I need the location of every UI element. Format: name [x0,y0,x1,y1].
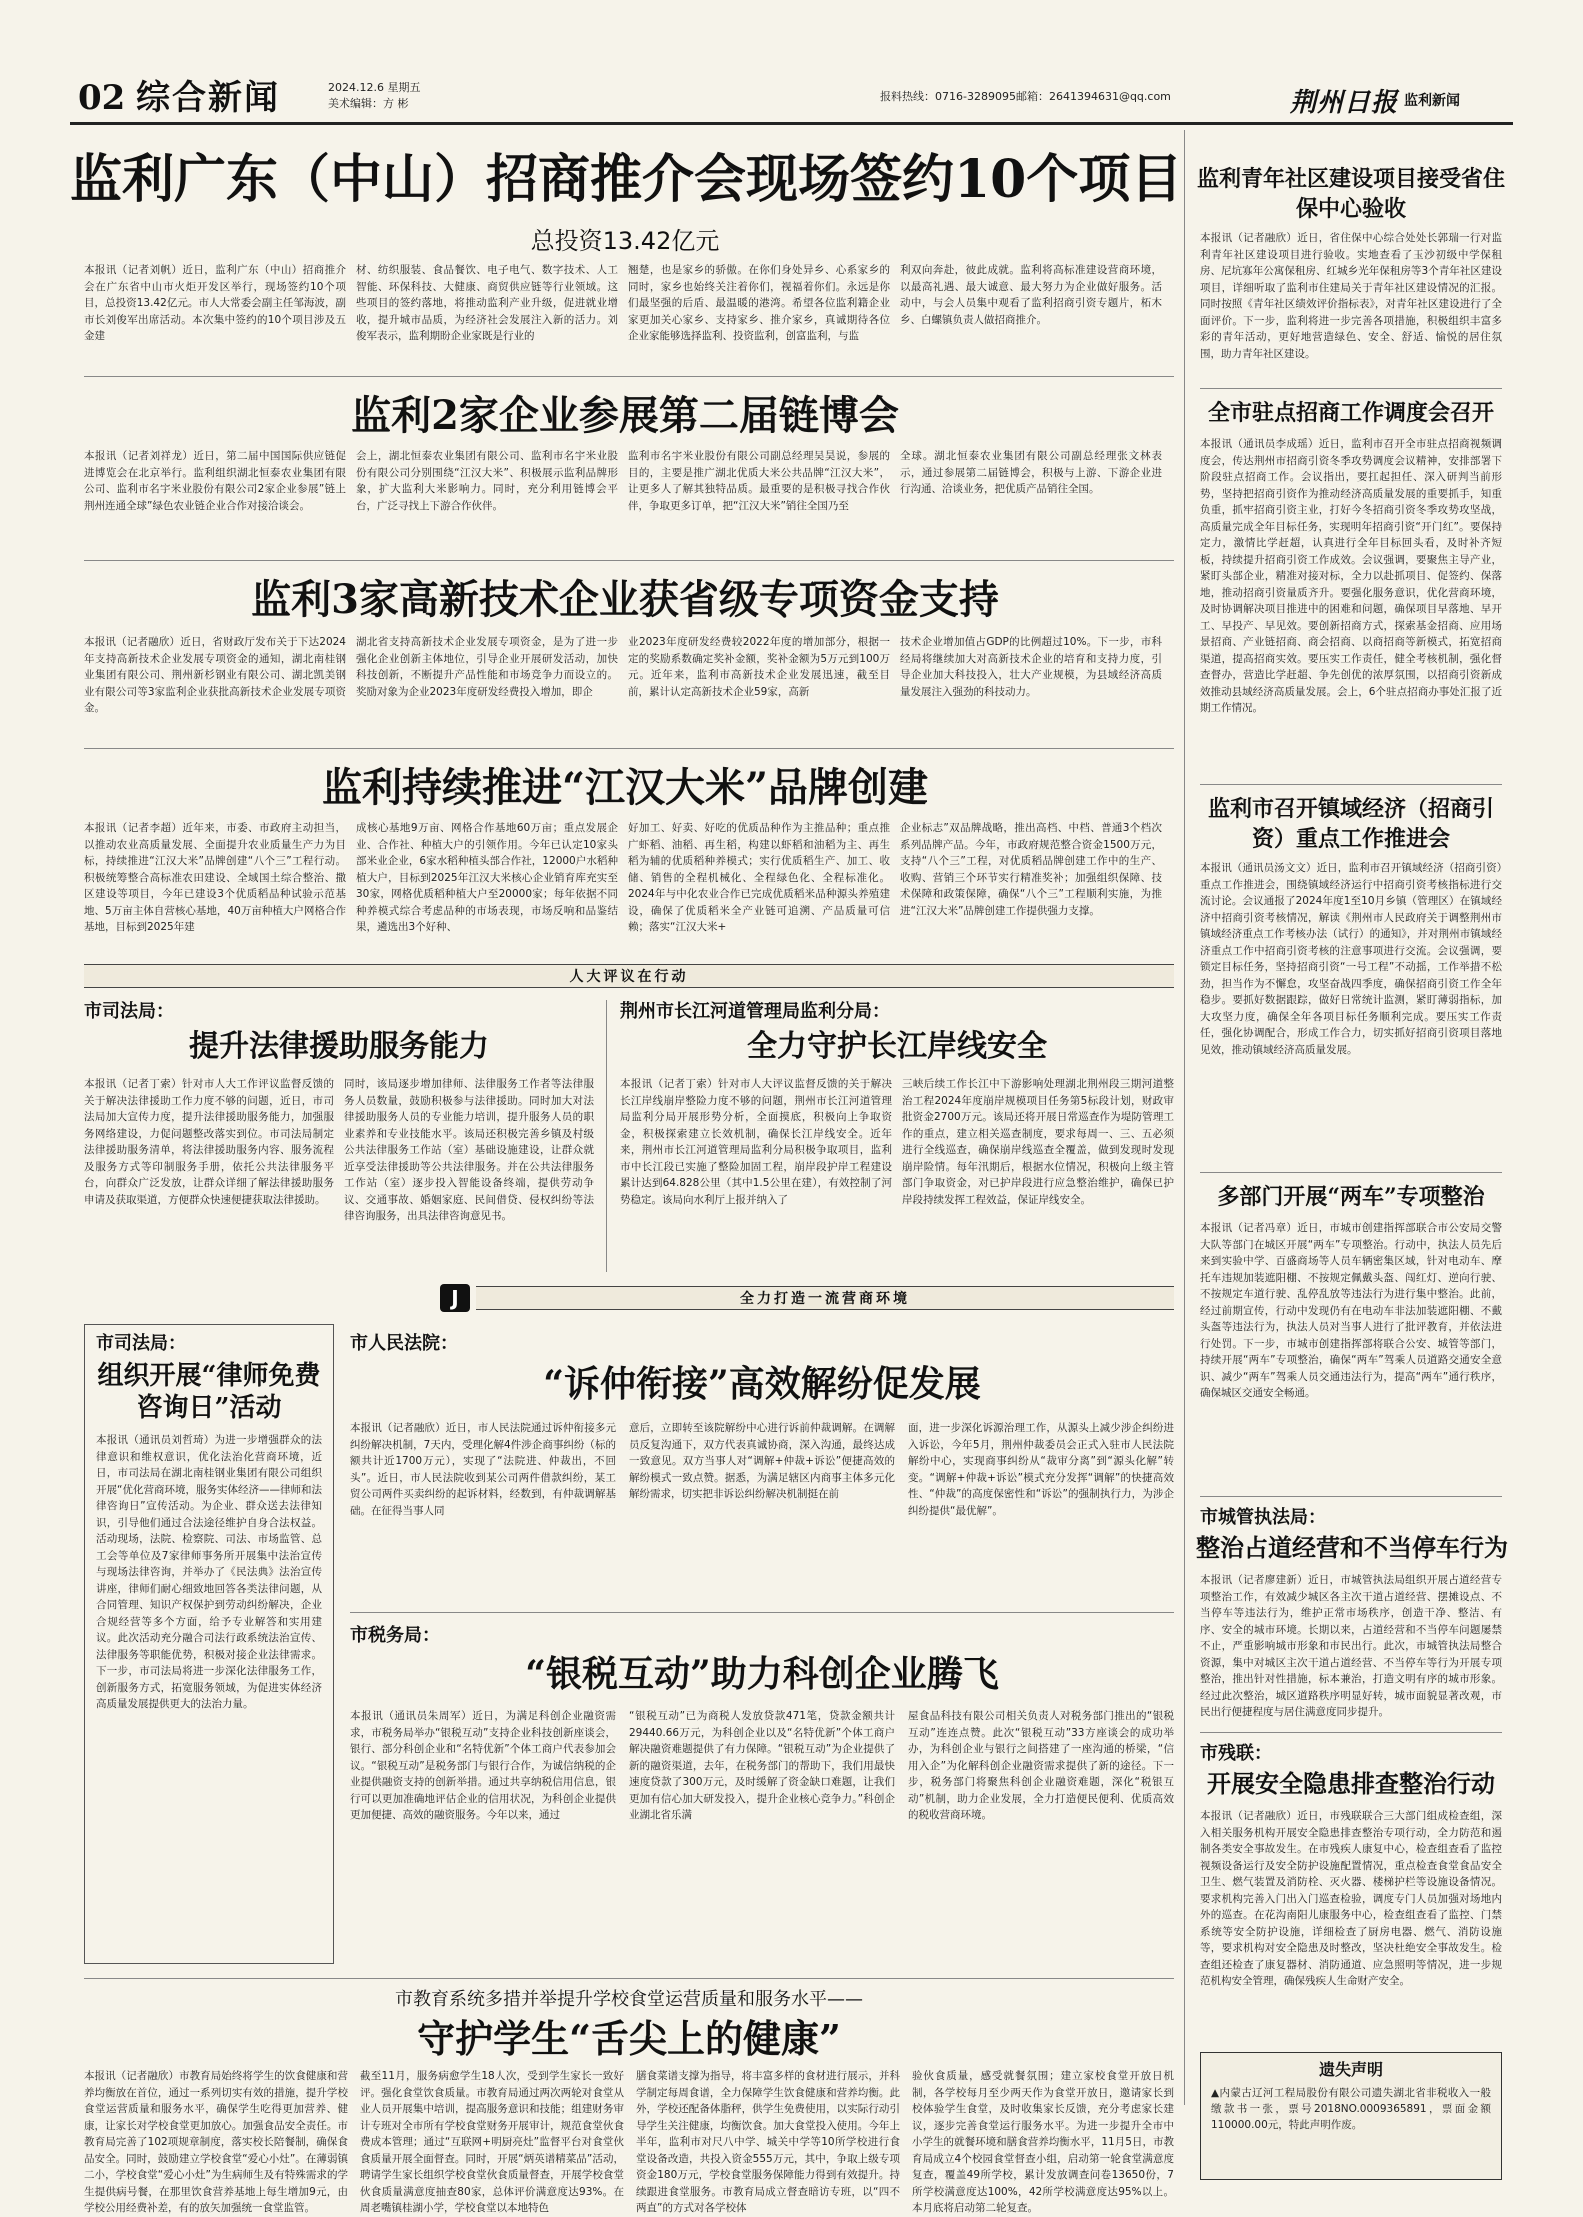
dept-label-tax-bureau: 市税务局： [350,1625,440,1646]
headline-school-canteen: 守护学生“舌尖上的健康” [417,2016,841,2061]
separator [84,1978,1174,1979]
article-legal-aid-col-2: 同时，该局逐步增加律师、法律服务工作者等法律服务人员数量，鼓励积极参与法律援助。同时加大对法律援助服务人员的专业能力培训，提升服务人员的职业素养和专业技能水平。该局还积极完善乡镇及村级公共法律服务工作站（室）基础设施建设，让群众就近享受法律援助等公共法律服务。并在公共法律服务工作站（室）逐步投入智能设备终端，提供劳动争议、交通事故、婚姻家庭、民间借贷、侵权纠纷等法律咨询服务，出具法律咨询意见书。 [344,1078,594,1222]
article-zhongshan-col-4: 利双向奔赴，彼此成就。监利将高标准建设营商环境，以最高礼遇、最大诚意、最大努力为企业做好服务。活动中，与会人员集中观看了监利招商引资专题片，柘木乡、白螺镇负责人做招商推介。 [900,264,1162,326]
dept-label-urban-management: 市城管执法局： [1200,1507,1326,1528]
article-court-col-1: 本报讯（记者融欣）近日，市人民法院通过诉仲衔接多元纠纷解决机制，7天内，受理化解4件涉企商事纠纷（标的额共计近1700万元），实现了“法院进、仲裁出，不回头”。近日，市人民法院收到某公司两件借款纠纷，某工贸公司两件买卖纠纷的起诉材料，经数到，有仲裁调解基础。在征得当事人同 [350,1422,616,1517]
headline-legal-aid: 提升法律援助服务能力 [189,1029,489,1064]
article-lawyer-day-body: 本报讯（通讯员刘哲琦）为进一步增强群众的法律意识和维权意识，优化法治化营商环境，近日，市司法局在湖北南桂钢业集团有限公司组织开展“优化营商环境，服务实体经济——律师和法律咨询日”宣传活动。为企业、群众送去法律知识，引导他们通过合法途径维护自身合法权益。活动现场，法院、检察院、司法、市场监管、总工会等单位及7家律师事务所开展集中法治宣传与现场法律咨询，并举办了《民法典》法治宣传讲座，律师们耐心细致地回答各类法律问题，从合同管理、知识产权保护到劳动纠纷解决，企业合规经营等多个方面，给予专业解答和实用建议。此次活动充分融合司法行政系统法治宣传、法律服务等职能优势，积极对接企业法律需求。下一步，市司法局将进一步深化法律服务工作，创新服务方式，拓宽服务领域，为促进实体经济高质量发展提供更大的法治力量。 [96,1434,322,1710]
newspaper-logo: 荆州日报 [1290,88,1399,118]
headline-township-economy: 监利市召开镇域经济（招商引资）重点工作推进会 [1207,796,1494,852]
separator [1200,388,1502,389]
separator [606,1000,607,1272]
article-expo-col-1: 本报讯（记者刘祥龙）近日，第二届中国国际供应链促进博览会在北京举行。监利组织湖北恒泰农业集团有限公司、监利市名宇米业股份有限公司2家企业参展”链上荆州连通全球”绿色农业链企业合作对接洽谈会。 [84,450,346,512]
page-number: 02 [78,78,126,118]
article-yangtze-col-2: 三峡后续工作长江中下游影响处理湖北荆州段三期河道整治工程2024年度崩岸规模项目任务第5标段计划，财政审批资金2700万元。该局还将开展日常巡查作为堤防管理工作的重点，建立相关巡查制度，要求每周一、三、五必须进行全线巡查，确保崩岸线巡查全覆盖，做到发现时发现崩岸险情。每年汛期后，根据水位情况，积极向上级主管部门争取资金，对已护岸段进行应急整治维护，确保已护岸段持续发挥工程效益，保证岸线安全。 [902,1078,1174,1206]
kicker-school-canteen: 市教育系统多措并举提升学校食堂运营质量和服务水平—— [395,1989,863,2010]
headline-litigation-arbitration: “诉仲衔接”高效解纷促发展 [543,1363,981,1405]
separator [1200,1732,1502,1733]
article-legal-aid-col-1: 本报讯（记者丁索）针对市人大工作评议监督反馈的关于解决法律援助工作力度不够的问题，近日，市司法局加大宣传力度，提升法律援助服务能力，加强服务网络建设，力促问题整改落实到位。市司法局制定法律援助服务清单，将法律援助服务内容、服务流程及服务方式等印制服务手册，依托公共法律服务平台，向群众广泛发放，让群众详细了解法律援助服务申请及获取渠道，方便群众快速便捷获取法律援助。 [84,1078,334,1206]
headline-yangtze-bank: 全力守护长江岸线安全 [747,1029,1047,1064]
dept-label-disabled-federation: 市残联： [1200,1743,1272,1764]
column-name: 监利新闻 [1404,93,1460,109]
article-canteen-col-2: 截至11月，服务病愈学生18人次，受到学生家长一致好评。强化食堂饮食质量。市教育局通过两次两轮对食堂从业人员开展集中培训，提高服务意识和技能；组建财务审计专班对全市所有学校食堂财务开展审计，规范食堂伙食费成本管理；通过“互联网+明厨亮灶”监督平台对食堂伙食质量开展全面督查。同时，开展“炳英谱精菜品”活动，聘请学生家长组织学校食堂伙食质量督查，开展学校食堂伙食质量满意度抽查80家，总体评价满意度达93%。在周老嘴镇桂湖小学，学校食堂以本地特色 [360,2070,624,2214]
article-rice-col-4: 企业标志”双品牌战略，推出高档、中档、普通3个档次系列品牌产品。今年，市政府规范整合资金1500万元，支持“八个三”工程，对优质稻品牌创建工作中的生产、收购、营销三个环节实行精准奖补；加强组织保障、技术保障和政策保障，确保“八个三”工程顺利实施，为推进“江汉大米”品牌创建工作提供强力支撑。 [900,822,1162,917]
separator [1200,1496,1502,1497]
article-expo-col-3: 监利市名宇米业股份有限公司副总经理吴昊说，参展的目的，主要是推广湖北优质大米公共品牌“江汉大米”，让更多人了解其独特品质。最重要的是积极寻找合作伙伴，争取更多订单，把“江汉大米”销往全国乃至 [628,450,890,512]
headline-safety-inspection: 开展安全隐患排查整治行动 [1207,1769,1495,1798]
article-street-vending: 本报讯（记者廖建新）近日，市城管执法局组织开展占道经营专项整治工作，有效减少城区各主次干道占道经营、摆摊设点、不当停车等违法行为，维护正常市场秩序，创造干净、整洁、有序、安全的城市环境。长期以来，占道经营和不当停车问题屡禁不止，严重影响城市形象和市民出行。此次，市城管执法局整合资源，集中对城区主次干道占道经营、不当停车等行为开展专项整治，推出针对性措施，标本兼治，打造文明有序的城市形象。经过此次整治，城区道路秩序明显好转，城市面貌显著改观，市民出行便捷程度与居住满意度同步提升。 [1200,1574,1502,1718]
article-zhongshan-col-1: 本报讯（记者刘帆）近日，监利广东（中山）招商推介会在广东省中山市火炬开发区举行，现场签约10个项目，总投资13.42亿元。市人大常委会副主任邹海波，副市长刘俊军出席活动。本次集中签约的10个项目涉及五金建 [84,264,346,342]
separator [350,1612,1174,1613]
article-expo-col-2: 会上，湖北恒泰农业集团有限公司、监利市名宇米业股份有限公司分别围绕“江汉大米”、积极展示监利品牌形象，扩大监利大米影响力。同时，充分利用链博会平台，广泛寻找上下游合作伙伴。 [356,450,618,512]
article-court-col-3: 面，进一步深化诉源治理工作，从源头上减少涉企纠纷进入诉讼，今年5月，荆州仲裁委员会正式入驻市人民法院解纷中心，实现商事纠纷从“裁审分离”到“源头化解”转变。“调解+仲裁+诉讼”模式充分发挥“调解”的快捷高效性、“仲裁”的高度保密性和“诉讼”的强制执行力，为涉企纠纷提供“最优解”。 [908,1422,1174,1517]
article-canteen-col-1: 本报讯（记者融欣）市教育局始终将学生的饮食健康和营养均衡放在首位，通过一系列切实有效的措施，提升学校食堂运营质量和服务水平，确保学生吃得更加营养、健康，让家长对学校食堂更加放心。加强食品安全责任。市教育局完善了102项规章制度，落实校长陪餐制，确保食品安全。同时，鼓励建立学校食堂“爱心小灶”。在薄弱镇二小，学校食堂“爱心小灶”为生病师生及有特殊需求的学生提供病号餐，在那里饮食营养基地上每生增加9元，由学校公用经费补差，有的放矢加强统一食堂监管。 [84,2070,348,2214]
lost-notice-text: ▲内蒙古辽河工程局股份有限公司遗失湖北省非税收入一般缴款书一张，票号2018NO.0009365891，票面金额110000.00元，特此声明作废。 [1211,2087,1491,2131]
article-investment-dispatch: 本报讯（通讯员李成瑶）近日，监利市召开全市驻点招商视频调度会，传达荆州市招商引资冬季攻势调度会议精神，安排部署下阶段驻点招商工作。会议指出，要扛起担任、深入研判当前形势，坚持把招商引资作为推动经济高质量发展的重要抓手，知重负重，抓牢招商引资主业，打好今冬招商引资冬季攻势攻坚战，高质量完成全年目标任务，实现明年招商引资“开门红”。要保持定力，激情比学赶超，认真进行全年目标回头看，及时补齐短板，持续提升招商引资工作成效。会议强调，要聚焦主导产业，紧盯头部企业，精准对接对标，全力以赴抓项目、促签约、保落地，推动招商引资量质齐升。要强化服务意识，优化营商环境，及时协调解决项目推进中的困难和问题，确保项目早落地、早开工、早投产、早见效。要创新招商方式，探索基金招商、应用场景招商、产业链招商、商会招商、以商招商等新模式，拓宽招商渠道，提高招商实效。要压实工作责任，健全考核机制，强化督查督办，营造比学赶超、争先创优的浓厚氛围，以招商引资新成效推动县域经济高质量发展。会上，6个驻点招商办事处汇报了近期工作情况。 [1200,438,1502,714]
hotline-info: 报料热线：0716-3289095邮箱：2641394631@qq.com [880,90,1171,103]
section-banner-npc-review: 人大评议在行动 [84,964,1174,988]
headline-street-vending: 整治占道经营和不当停车行为 [1196,1533,1508,1562]
article-township-economy: 本报讯（通讯员汤文文）近日，监利市召开镇域经济（招商引资）重点工作推进会，围绕镇域经济运行中招商引资考核指标进行交流讨论。会议通报了2024年度1至10月乡镇（管理区）在镇域经济中招商引资考核情况，解读《荆州市人民政府关于调整荆州市镇域经济重点工作考核办法（试行）的通知》，并对荆州市镇域经济重点工作中招商引资考核的注意事项进行交流。会议强调，要锁定目标任务，坚持招商引资“一号工程”不动摇，工作举措不松劲，担当作为不懈怠，攻坚奋战四季度，确保招商引资工作全年稳步。要抓好数据跟踪，做好日常统计监测，紧盯薄弱指标，加大攻坚力度，确保全年各项目标任务顺利完成。要压实工作责任，强化协调配合，形成工作合力，切实抓好招商引资项目落地见效，推动镇域经济高质量发展。 [1200,862,1502,1056]
lost-notice-box [1200,2052,1502,2180]
dept-label-justice-bureau: 市司法局： [84,1001,174,1022]
article-youth-community: 本报讯（记者融欣）近日，省住保中心综合处处长郭瑞一行对监利青年社区建设项目进行验收。实地查看了玉沙初级中学保租房、尼坑寡年公寓保租房、红城乡光年保租房等3个青年社区建设项目，详细听取了监利市住建局关于青年社区建设情况的汇报。同时按照《青年社区绩效评价指标表》，对青年社区建设进行了全面评价。下一步，监利将进一步完善各项措施，积极组织丰富多彩的青年活动，更好地营造绿色、安全、舒适、愉悦的居住氛围，助力青年社区建设。 [1200,232,1502,360]
headline-youth-community: 监利青年社区建设项目接受省住保中心验收 [1196,166,1505,222]
article-tax-col-3: 屋食品科技有限公司相关负责人对税务部门推出的“银税互动”连连点赞。此次“银税互动”33方座谈会的成功举办，为科创企业与银行之间搭建了一座沟通的桥梁，“信用入企”为化解科创企业融资需求提供了新的途径。下一步，税务部门将聚焦科创企业融资难题，深化“税银互动”机制，助力企业发展，全力打造便民便利、优质高效的税收营商环境。 [908,1710,1174,1821]
column-divider [1184,130,1185,2105]
art-editor: 美术编辑：方 彬 [328,97,409,110]
article-rice-col-3: 好加工、好卖、好吃的优质品种作为主推品种；重点推广虾稻、油稻、再生稻，构建以虾稻和油稻为主、再生稻为辅的优质稻种养模式；实行优质稻生产、加工、收储、销售的全程机械化、全程绿色化、全程标准化。2024年与中化农业合作已完成优质稻米品种源头养殖建设，确保了优质稻米全产业链可追溯、产品质量可信赖；落实“江汉大米+ [628,822,890,933]
separator [1200,784,1502,785]
headline-two-vehicles: 多部门开展“两车”专项整治 [1217,1184,1485,1210]
separator [84,748,1174,749]
header-rule [70,122,1513,125]
article-yangtze-col-1: 本报讯（记者丁索）针对市人大评议监督反馈的关于解决长江岸线崩岸整险力度不够的问题，荆州市长江河道管理局监利分局开展形势分析，全面摸底，积极向上争取资金，积极探索建立长效机制，确保长江岸线安全。近年来，荆州市长江河道管理局监利分局积极争取项目，监利市中长江段已实施了整险加固工程，崩岸段护岸工程建设累计达到64.828公里（其中1.5公里在建），有效控制了河势稳定。该局向水利厅上报并纳入了 [620,1078,892,1206]
article-rice-col-1: 本报讯（记者李超）近年来，市委、市政府主动担当，以推动农业高质量发展、全面提升农业质量生产力为目标，持续推进“江汉大米”品牌创建“八个三”工程行动。积极统筹整合高标准农田建设、全域国土综合整治、撒区建设等项目，今年已建设3个优质稻品种试验示范基地、5万亩主体自营核心基地，40万亩种植大户网格合作基地，目标到2025年建 [84,822,346,933]
section-banner-business-env: 全力打造一流营商环境 [476,1286,1174,1310]
article-canteen-col-3: 膳食菜谱支撑为指导，将丰富多样的食材进行展示，并科学制定每周食谱，全力保障学生饮食健康和营养均衡。此外，学校还配备体脂秤，供学生免费使用，以实际行动引导学生关注健康，均衡饮食。加大食堂投入使用。今年上半年，监利市对尺八中学、城关中学等10所学校进行食堂设备改造，共投入资金555万元，其中，争取上级专项资金180万元，学校食堂服务保障能力得到有效提升。持续跟进食堂服务。市教育局成立督查暗访专班，以“四不两直”的方式对各学校体 [636,2070,900,2214]
dept-label-river-bureau: 荆州市长江河道管理局监利分局： [620,1001,890,1022]
article-hightech-col-3: 业2023年度研发经费较2022年度的增加部分，根据一定的奖励系数确定奖补金额，奖补金额为5万元到100万元。近年来，监利市高新技术企业发展迅速，截至目前，累计认定高新技术企业59家，高新 [628,636,890,698]
paper-j-logo: J [440,1284,470,1312]
article-hightech-col-2: 湖北省支持高新技术企业发展专项资金，是为了进一步强化企业创新主体地位，引导企业开展研发活动，加快科技创新，不断提升产品性能和市场竞争力而设立的。奖励对象为企业2023年度研发经费投入增加，即企 [356,636,618,698]
dept-label-justice-bureau-2: 市司法局： [96,1333,186,1354]
article-court-col-2: 意后，立即转至该院解纷中心进行诉前仲裁调解。在调解员反复沟通下，双方代表真诚协商，深入沟通，最终达成一致意见。双方当事人对“调解+仲裁+诉讼”便捷高效的解纷模式一致点赞。据悉，为满足辖区内商事主体多元化解纷需求，切实把非诉讼纠纷解决机制挺在前 [629,1422,895,1500]
article-hightech-col-1: 本报讯（记者融欣）近日，省财政厅发布关于下达2024年支持高新技术企业发展专项资金的通知，湖北南桂钢业集团有限公司、荆州新杉钢业有限公司、湖北凯美钢业有限公司等3家监利企业获批高新技术企业发展专项资金。 [84,636,346,714]
article-hightech-col-4: 技术企业增加值占GDP的比例超过10%。下一步，市科经局将继续加大对高新技术企业的培育和支持力度，引导企业加大科技投入，壮大产业规模，为县域经济高质量发展注入强劲的科技动力。 [900,636,1162,698]
headline-lawyer-day: 组织开展“律师免费咨询日”活动 [97,1361,321,1423]
article-tax-col-2: “银税互动”已为商税人发放贷款471笔，贷款金额共计29440.66万元，为科创企业以及“名特优新”个体工商户解决融资难题提供了有力保障。“银税互动”为企业提供了新的融资渠道，去年，在税务部门的帮助下，我们用最快速度贷款了300万元，及时缓解了资金缺口难题，让我们更加有信心加大研发投入，提升企业核心竞争力。”科创企业湖北省乐满 [629,1710,895,1821]
article-zhongshan-col-2: 材、纺织服装、食品餐饮、电子电气、数字技术、人工智能、环保科技、大健康、商贸供应链等行业领域。这些项目的签约落地，将推动监利产业升级，促进就业增收，提升城市品质，为经济社会发展注入新的活力。刘俊军表示，监利期盼企业家既是行业的 [356,264,618,342]
article-two-vehicles: 本报讯（记者冯章）近日，市城市创建指挥部联合市公安局交警大队等部门在城区开展“两车”专项整治。行动中，执法人员先后来到实验中学、百盛商场等人员车辆密集区域，针对电动车、摩托车违规加装遮阳棚、不按规定佩戴头盔、闯红灯、逆向行驶、不按规定车道行驶、乱停乱放等违法行为进行集中整治。此前，经过前期宣传，行动中发现仍有在电动车非法加装遮阳棚、不戴头盔等违法行为，执法人员对当事人进行了批评教育，并依法进行处罚。下一步，市城市创建指挥部将联合公安、城管等部门，持续开展“两车”专项整治，确保“两车”驾乘人员道路交通安全意识、减少“两车”驾乘人员交通违法行为，提高“两车”通行秩序，确保城区交通安全畅通。 [1200,1222,1502,1399]
article-canteen-col-4: 验伙食质量，感受就餐氛围；建立家校食堂开放日机制，各学校每月至少两天作为食堂开放日，邀请家长到校体验学生食堂，及时收集家长反馈，充分考虑家长建议，逐步完善食堂运行服务水平。为进一步提升全市中小学生的就餐环境和膳食营养均衡水平，11月5日，市教育局成立4个校园食堂督查小组，启动第一轮食堂满意度复查，覆盖49所学校，累计发放调查问卷13650份，7所学校满意度达100%，42所学校满意度达95%以上。本月底将启动第二轮复查。 [912,2070,1174,2214]
article-rice-col-2: 成核心基地9万亩、网格合作基地60万亩；重点发展企业、合作社、种植大户的引领作用。今年已认定10家头部米业企业，6家水稻种植头部合作社，12000户水稻种植大户，目标到2025年江汉大米核心企业销育库充实至30家，网格优质稻种植大户至20000家；每年依据不同种养模式综合考虑品种的市场表现，市场反响和品鉴结果，遴选出3个好种、 [356,822,618,933]
headline-zhongshan-signing: 监利广东（中山）招商推介会现场签约10个项目 [70,149,1183,210]
lost-notice-title: 遗失声明 [1318,2060,1383,2079]
headline-high-tech-funding: 监利3家高新技术企业获省级专项资金支持 [251,576,999,623]
headline-bank-tax-interaction: “银税互动”助力科创企业腾飞 [525,1653,999,1695]
subheadline-investment: 总投资13.42亿元 [530,227,720,255]
dept-label-court: 市人民法院： [350,1333,458,1354]
section-title: 综合新闻 [136,78,280,118]
article-zhongshan-col-3: 翘楚，也是家乡的骄傲。在你们身处异乡、心系家乡的同时，家乡也始终关注着你们，视福着你们。永远是你们最坚强的后盾、最温暖的港湾。希望各位监利籍企业家更加关心家乡、支持家乡、推介家乡，真诚期待各位企业家能够选择监利、投资监利，创富监利，与监 [628,264,890,342]
headline-investment-dispatch: 全市驻点招商工作调度会召开 [1207,400,1494,426]
issue-date: 2024.12.6 星期五 [328,81,421,94]
headline-jianghan-rice: 监利持续推进“江汉大米”品牌创建 [321,764,928,811]
article-expo-col-4: 全球。湖北恒泰农业集团有限公司副总经理张文林表示，通过参展第二届链博会，积极与上游、下游企业进行沟通、洽谈业务，把优质产品销往全国。 [900,450,1162,495]
separator [84,376,1174,377]
separator [84,560,1174,561]
article-safety-inspection: 本报讯（记者融欣）近日，市残联联合三大部门组成检查组，深入相关服务机构开展安全隐患排查整治专项行动，全力防范和遏制各类安全事故发生。在市残疾人康复中心，检查组查看了监控视频设备运行及安全防护设施配置情况，重点检查食堂食品安全卫生、燃气装置及消防栓、灭火器、楼梯护栏等设施设备情况。要求机构完善入门出入门巡查检验，调度专门人员加强对场地内外的巡查。在花沟南阳儿康服务中心，检查组查看了监控、门禁系统等安全防护设施，详细检查了厨房电器、燃气、消防设施等，要求机构对安全隐患及时整改，坚决杜绝安全事故发生。检查组还检查了康复器材、消防通道、应急照明等情况，进一步规范机构安全管理，确保残疾人生命财产安全。 [1200,1810,1502,1987]
headline-supply-chain-expo: 监利2家企业参展第二届链博会 [351,392,899,439]
article-tax-col-1: 本报讯（通讯员朱周军）近日，为满足科创企业融资需求，市税务局举办“银税互动”支持企业科技创新座谈会，银行、部分科创企业和“名特优新”个体工商户代表参加会议。“银税互动”是税务部门与银行合作，为诚信纳税的企业提供融资支持的创新举措。通过共享纳税信用信息，银行可以更加准确地评估企业的信用状况，为科创企业提供更加便捷、高效的融资服务。今年以来，通过 [350,1710,616,1821]
separator [1200,1172,1502,1173]
